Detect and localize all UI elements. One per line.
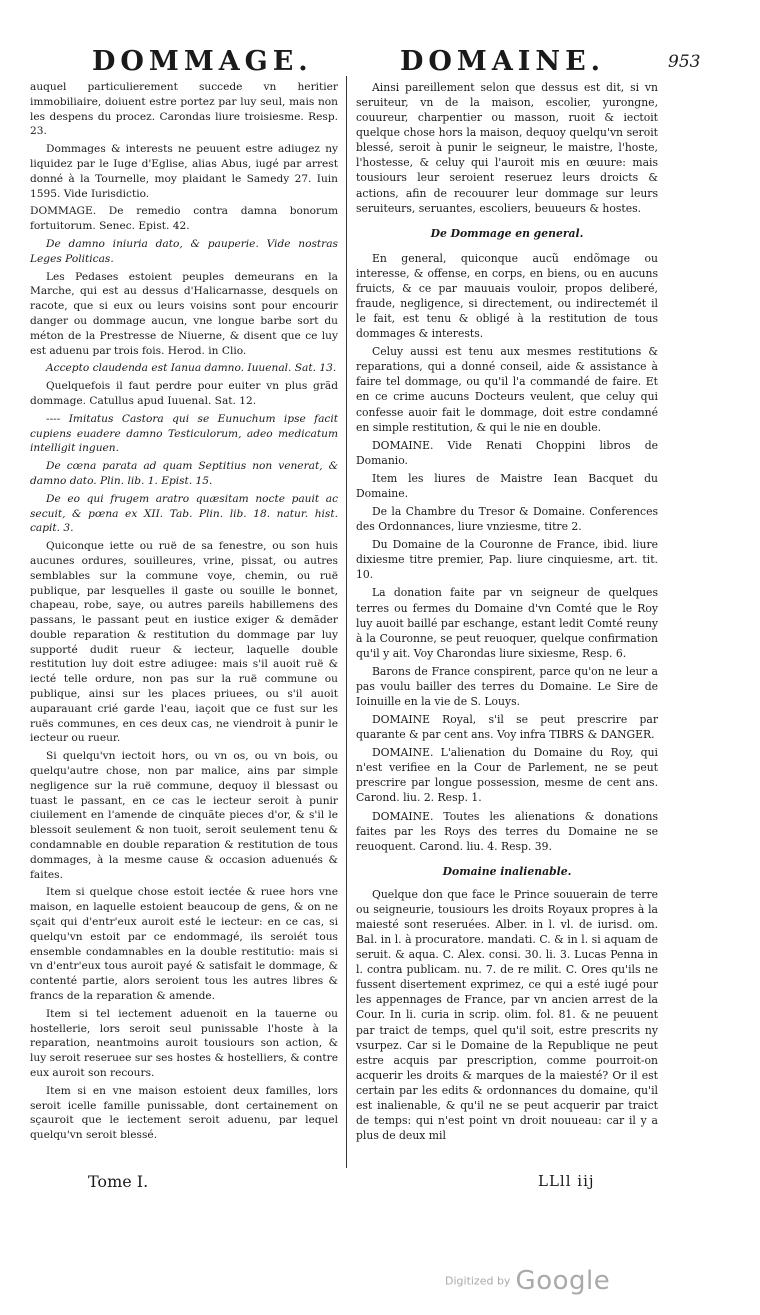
right-paragraph: Du Domaine de la Couronne de France, ibid. liure dixiesme titre premier, Pap. liure cinquiesme, art. tit. 10. bbox=[356, 538, 658, 582]
right-column bbox=[356, 80, 658, 1146]
right-section-heading: Domaine inalienable. bbox=[442, 864, 572, 878]
right-paragraph: Ainsi pareillement selon que dessus est dit, si vn seruiteur, vn de la maison, escolier, yurongne, couureur, charpentier ou masson, ruoit & iectoit quelque chose hors la maison, dequoy quelqu'vn seroit blessé, seroit à punir le seigneur, le maistre, l'hoste, l'hostesse, & celuy qui l'auroit mis en œuure: mais tousiours leur seroient reseruez leurs droicts & actions, afin de recouurer leur dommage sur leurs seruiteurs, seruantes, escoliers, beuueurs & hostes. bbox=[356, 81, 658, 215]
left-paragraph: ---- Imitatus Castora qui se Eunuchum ipse facit cupiens euadere damno Testiculorum, adeo medicatum intelligit inguen. bbox=[30, 412, 338, 455]
page-number: 953 bbox=[668, 52, 701, 72]
right-paragraph: DOMAINE. L'alienation du Domaine du Roy, qui n'est verifiee en la Cour de Parlement, ne se peut prescrire par longue possession, mesme de cent ans. Carond. liu. 2. Resp. 1. bbox=[356, 746, 658, 805]
right-paragraph: DOMAINE. Vide Renati Choppini libros de Domanio. bbox=[356, 438, 658, 467]
running-head-left: DOMMAGE. bbox=[92, 46, 313, 77]
left-column bbox=[30, 80, 338, 1146]
right-section-heading: De Dommage en general. bbox=[430, 226, 584, 240]
right-paragraph: DOMAINE Royal, s'il se peut prescrire par quarante & par cent ans. Voy infra TIBRS & DANGER. bbox=[356, 713, 658, 742]
left-paragraph: Dommages & interests ne peuuent estre adiugez ny liquidez par le Iuge d'Eglise, alias Abus, iugé par arrest donné à la Tournelle, moy plaidant le Samedy 27. Iuin 1595. Vide Iurisdictio. bbox=[30, 143, 338, 200]
volume-label: Tome I. bbox=[88, 1172, 149, 1191]
left-paragraph: Si quelqu'vn iectoit hors, ou vn os, ou vn bois, ou quelqu'autre chose, non par malice, ains par simple negligence sur la ruë commune, dequoy il blessast ou tuast le passant, en ce cas le iecteur seroit à punir ciuilement en l'amende de cinquãte pieces d'or, & s'il le blessoit seulement & non tuoit, seroit seulement tenu & condamnable en double reparation & restitution de tous dommages, à la mesme cause & occasion aduenués & faites. bbox=[30, 750, 338, 881]
left-paragraph: De cœna parata ad quam Septitius non venerat, & damno dato. Plin. lib. 1. Epist. 15. bbox=[30, 460, 338, 487]
left-paragraph: De eo qui frugem aratro quæsitam nocte pauit ac secuit, & pœna ex XII. Tab. Plin. lib. 18. natur. hist. capit. 3. bbox=[30, 492, 338, 535]
left-paragraph: Item si tel iectement aduenoit en la tauerne ou hostellerie, lors seroit seul punissable l'hoste à la reparation, neantmoins auroit tousiours son action, & luy seroit reseruee sur ses hostes & hostelliers, & contre eux auroit son recours. bbox=[30, 1007, 338, 1079]
left-paragraph: Accepto claudenda est Ianua damno. Iuuenal. Sat. 13. bbox=[46, 362, 337, 375]
right-paragraph: Quelque don que face le Prince souuerain de terre ou seigneurie, tousiours les droits Royaux propres à la maiesté sont reseruées. Alber. in l. vl. de iurisd. om. Bal. in l. à procuratore. mandati. C. & in l. si aquam de seruit. & aqua. C. Alex. consi. 30. li. 3. Lucas Penna in l. contra publicam. nu. 7. de re milit. C. Ores qu'ils ne fussent disertement exprimez, ce qui a esté iugé pour les appennages de France, par vn ancien arrest de la Cour. In li. curia in scrip. olim. fol. 81. & ne peuuent par traict de temps, quel qu'il soit, estre prescrits ny vsurpez. Car si le Domaine de la Republique ne peut estre acquis par prescription, comme pourroit-on acquerir les droits & marques de la maiesté? Or il est certain par les edits & ordonnances du domaine, qu'il est inalienable, & qu'il ne se peut acquerir par traict de temps: qui n'est point vn droit nouueau: car il y a plus de deux mil bbox=[356, 887, 658, 1143]
right-paragraph: Barons de France conspirent, parce qu'on ne leur a pas voulu bailler des terres du Domaine. Le Sire de Ioinuille en la vie de S. Louys. bbox=[356, 664, 658, 708]
left-paragraph: De damno iniuria dato, & pauperie. Vide nostras Leges Politicas. bbox=[30, 237, 338, 265]
right-paragraph: Item les liures de Maistre Iean Bacquet du Domaine. bbox=[356, 471, 658, 500]
right-paragraph: La donation faite par vn seigneur de quelques terres ou fermes du Domaine d'vn Comté que le Roy luy auoit baillé par eschange, estant ledit Comté reuny à la Couronne, se peut reuoquer, quelque confirmation qu'il y ait. Voy Charondas liure sixiesme, Resp. 6. bbox=[356, 586, 658, 660]
digitized-watermark bbox=[445, 1266, 610, 1296]
left-paragraph: Item si en vne maison estoient deux familles, lors seroit icelle famille punissable, dont certainement on sçauroit que le iectement seroit aduenu, par lequel quelqu'vn seroit blessé. bbox=[30, 1084, 338, 1142]
left-paragraph: Item si quelque chose estoit iectée & ruee hors vne maison, en laquelle estoient beaucoup de gens, & on ne sçait qui d'entr'eux auroit esté le iecteur: en ce cas, si quelqu'vn estoit par ce endommagé, ils seroiét tous ensemble condamnables en la double restitutio: mais si vn d'entr'eux tous auroit payé & satisfait le dommage, & contenté partie, alors seroient tous les autres libres & francs de la reparation & amende. bbox=[30, 886, 338, 1003]
column-divider bbox=[346, 76, 347, 1168]
left-paragraph: Les Pedases estoient peuples demeurans en la Marche, qui est au dessus d'Halicarnasse, desquels on racote, que si eux ou leurs voisins sont pour encourir danger ou dommage aucun, vne longue barbe sort du méton de la Prestresse de Niuerne, & disent que ce luy est aduenu par trois fois. Herod. in Clio. bbox=[30, 270, 338, 357]
right-paragraph: Celuy aussi est tenu aux mesmes restitutions & reparations, qui a donné conseil, aide & assistance à faire tel dommage, ou qu'il l'a commandé de faire. Et en ce crime aucuns Docteurs veulent, que celuy qui confesse auoir fait le dommage, doit estre condamné en simple restitution, & qui le nie en double. bbox=[356, 345, 658, 434]
watermark-prefix: Digitized by bbox=[445, 1274, 511, 1288]
watermark-brand: Google bbox=[515, 1266, 611, 1296]
left-paragraph: Quelquefois il faut perdre pour euiter vn plus grãd dommage. Catullus apud Iuuenal. Sat. 12. bbox=[30, 380, 338, 407]
signature-mark: LLll iij bbox=[538, 1172, 595, 1190]
right-paragraph: En general, quiconque aucũ endõmage ou interesse, & offense, en corps, en biens, ou en aucuns fruicts, & ce par mauuais vouloir, propos deliberé, fraude, negligence, si directement, ou indirectemét il le fait, est tenu & obligé à la restitution de tous dommages & interests. bbox=[356, 251, 658, 341]
left-paragraph: auquel particulierement succede vn heritier immobiliaire, doiuent estre portez par luy seul, mais non les despens du procez. Carondas liure troisiesme. Resp. 23. bbox=[30, 81, 338, 138]
right-paragraph: De la Chambre du Tresor & Domaine. Conferences des Ordonnances, liure vnziesme, titre 2. bbox=[356, 505, 658, 534]
right-paragraph: DOMAINE. Toutes les alienations & donations faites par les Roys des terres du Domaine ne se reuoquent. Carond. liu. 4. Resp. 39. bbox=[356, 809, 658, 853]
left-paragraph: Quiconque iette ou ruë de sa fenestre, ou son huis aucunes ordures, souilleures, vrine, pissat, ou autres semblables sur la commune voye, chemin, ou ruë publique, par lesquelles il gaste ou souille le bonnet, chapeau, robe, saye, ou autres pareils habillemens des passans, le passant peut en iustice exiger & demãder double reparation & restitution du dommage par luy supporté dudit rueur & iecteur, laquelle double restitution luy doit estre adiugee: mais s'il auoit ruë & iecté telle ordure, non pas sur la ruë commune ou publique, ainsi sur les places priuees, ou s'il auoit auparauant crié garde l'eau, iaçoit que ce fust sur les ruës communes, en ces deux cas, ne viendroit à punir le iecteur ou rueur. bbox=[30, 540, 338, 745]
left-paragraph: DOMMAGE. De remedio contra damna bonorum fortuitorum. Senec. Epist. 42. bbox=[30, 205, 338, 233]
running-head-right: DOMAINE. bbox=[400, 46, 606, 77]
